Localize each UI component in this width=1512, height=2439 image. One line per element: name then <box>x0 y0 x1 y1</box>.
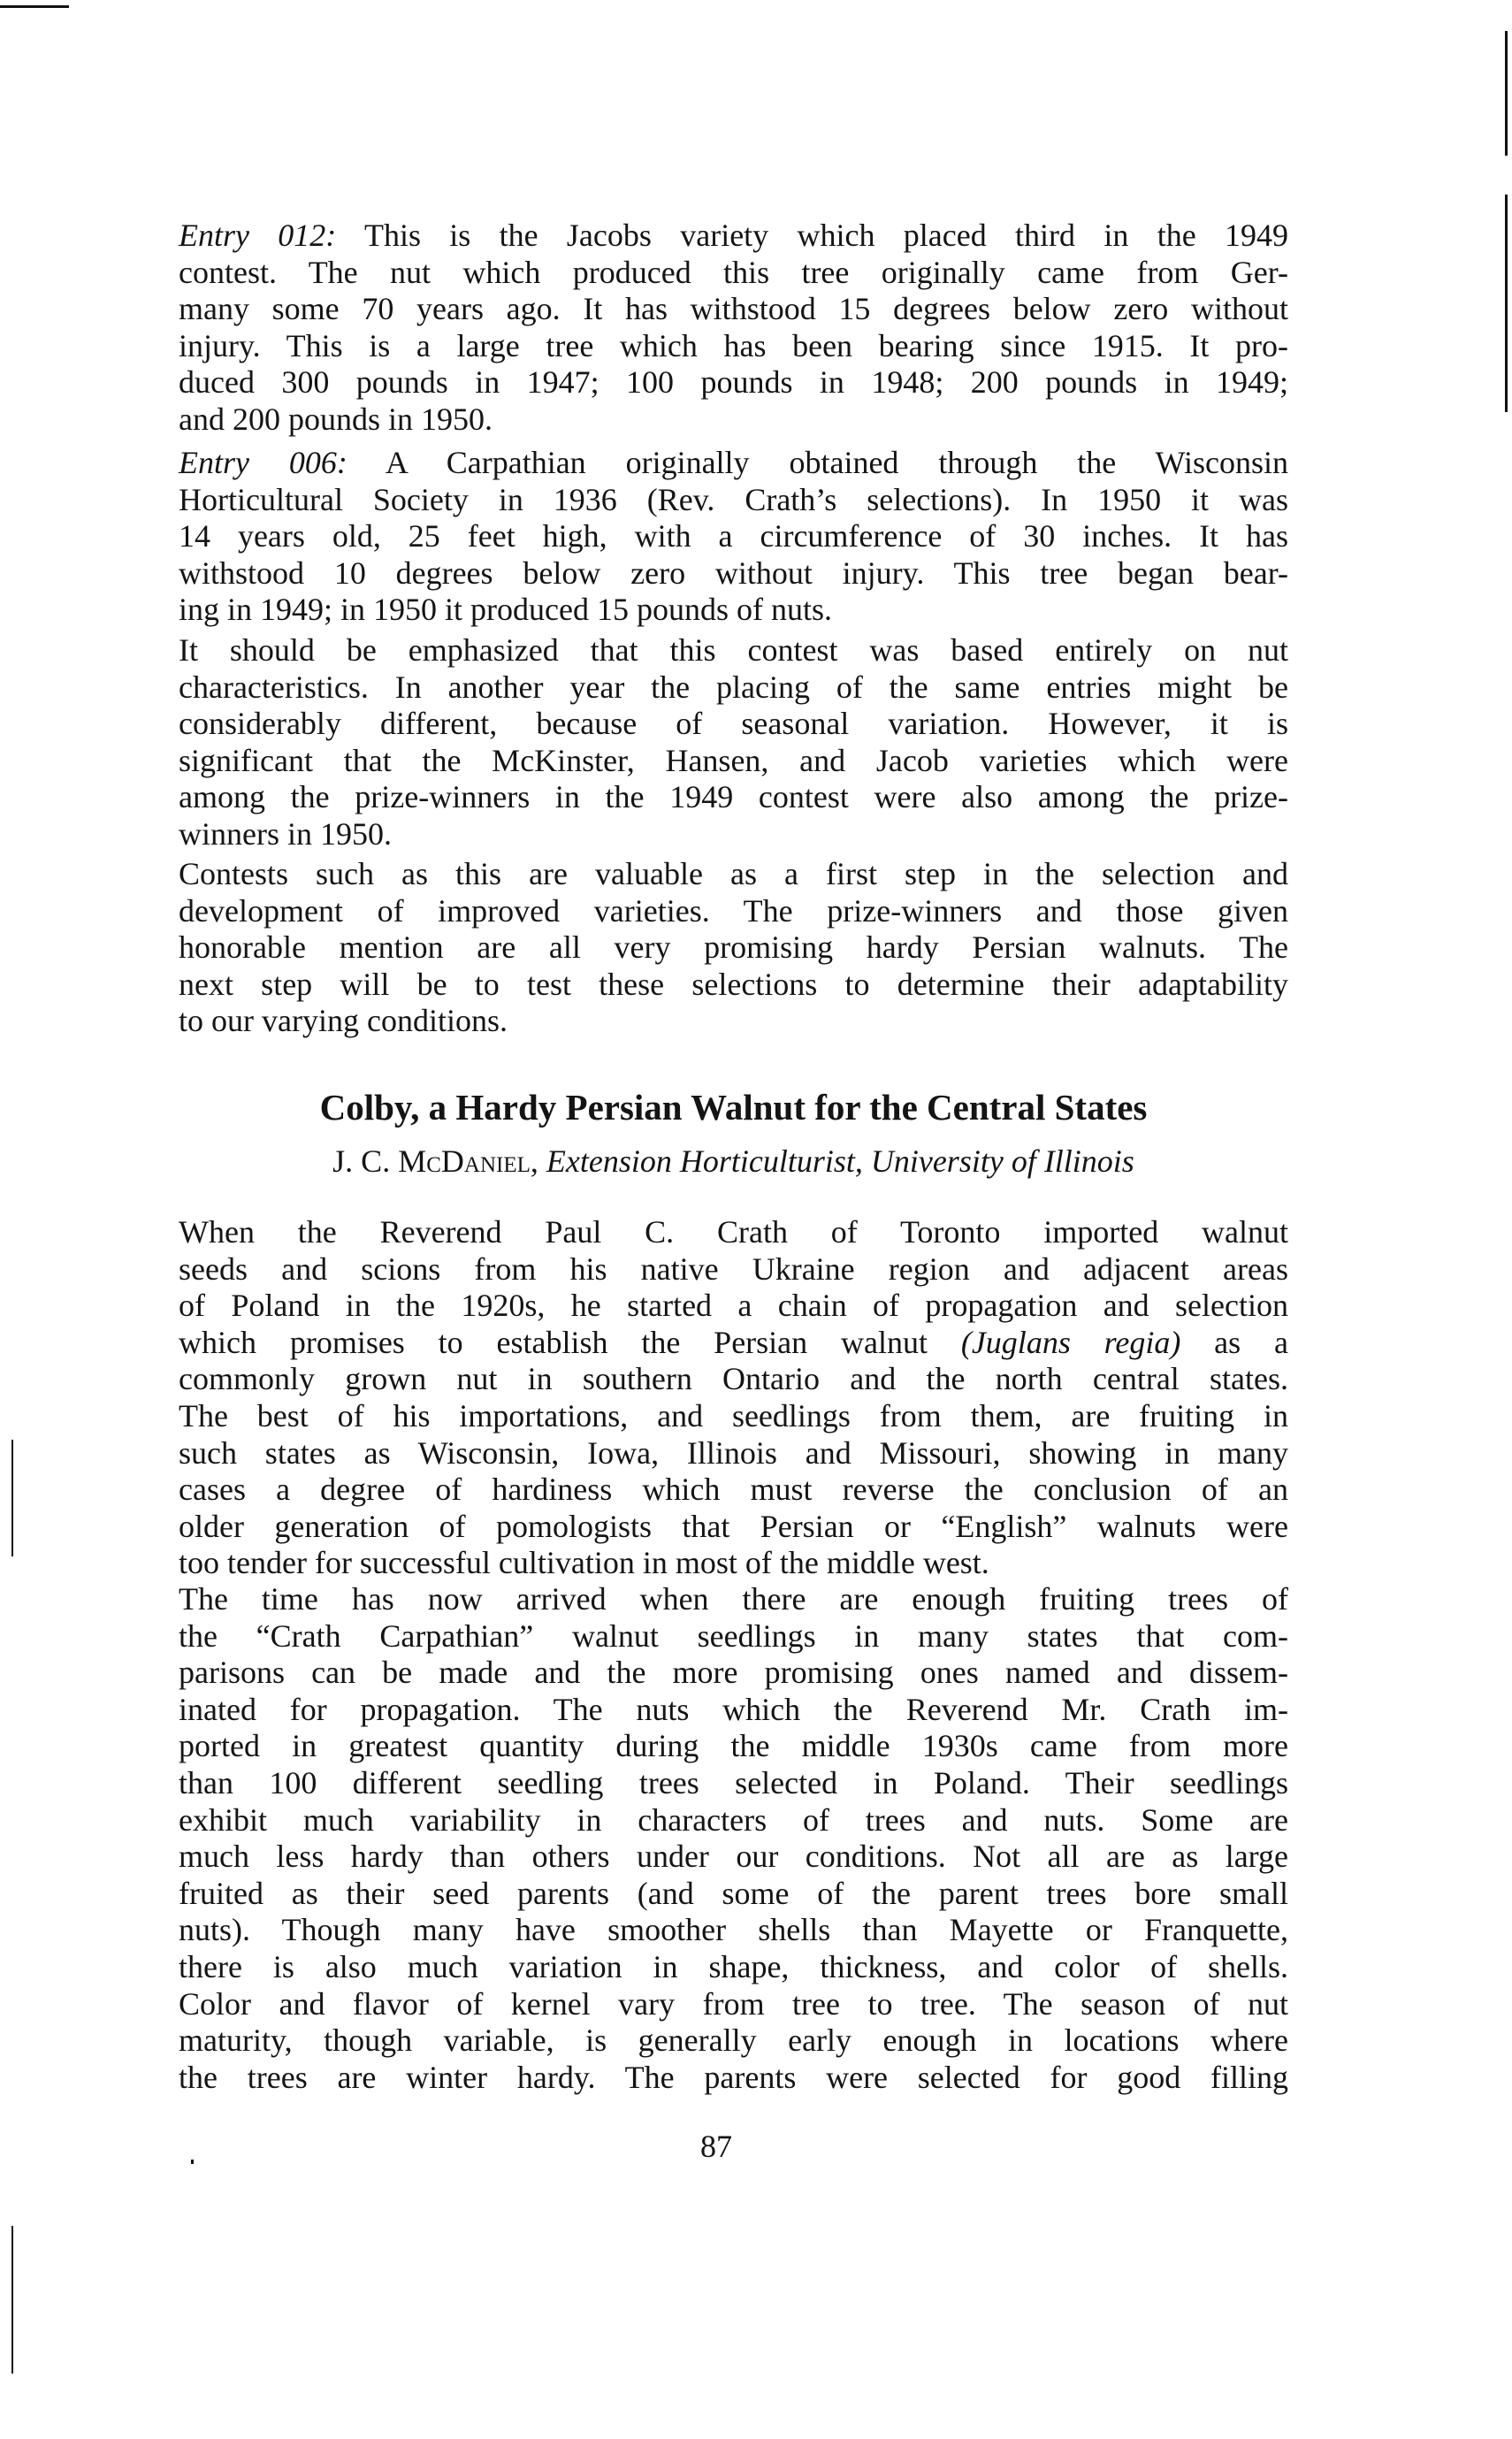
text-line <box>179 1581 1288 1618</box>
text-segment: and 200 pounds in 1950. <box>179 401 493 437</box>
text-line <box>179 291 1288 328</box>
text-line <box>179 1398 1288 1435</box>
text-segment: too tender for successful cultivation in most of the middle west. <box>179 1545 989 1581</box>
text-line <box>179 255 1288 292</box>
text-line <box>179 1361 1288 1398</box>
text-segment: ing in 1949; in 1950 it produced 15 pounds of nuts. <box>179 592 832 628</box>
text-line <box>179 2022 1288 2060</box>
text-segment: honorable mention are all very promising hardy Persian walnuts. The <box>179 929 1288 966</box>
text-segment: seeds and scions from his native Ukraine region and adjacent areas <box>179 1250 1288 1287</box>
text-line <box>179 328 1288 365</box>
italic-text: (Juglans regia) <box>960 1324 1181 1360</box>
text-segment: A Carpathian originally obtained through the Wisconsin <box>347 445 1289 480</box>
scan-edge-mark <box>11 1440 13 1556</box>
page-number: 87 <box>700 2129 732 2164</box>
text-segment: Horticultural Society in 1936 (Rev. Crath’s selections). In 1950 it was <box>179 481 1288 517</box>
text-line <box>179 929 1288 967</box>
text-segment: contest. The nut which produced this tree originally came from Ger- <box>179 254 1288 290</box>
text-line <box>179 1839 1288 1876</box>
text-line <box>179 669 1288 707</box>
article-byline <box>179 1143 1288 1180</box>
scan-edge-mark <box>1505 195 1508 412</box>
byline-separator: , <box>530 1143 546 1179</box>
text-line <box>179 1288 1288 1325</box>
text-line <box>179 893 1288 930</box>
text-line <box>179 1728 1288 1765</box>
text-line <box>179 445 1288 482</box>
text-segment: among the prize-winners in the 1949 contest were also among the prize- <box>179 779 1288 815</box>
text-line <box>179 1435 1288 1472</box>
text-segment: Contests such as this are valuable as a first step in the selection and <box>179 856 1288 891</box>
text-line <box>179 632 1288 669</box>
text-segment: parisons can be made and the more promising ones named and dissem- <box>179 1655 1288 1691</box>
text-line <box>179 1003 1288 1040</box>
text-segment: The best of his importations, and seedlings from them, are fruiting in <box>179 1397 1288 1434</box>
paragraph-crath-history <box>179 1214 1288 1582</box>
text-line <box>179 592 1288 629</box>
text-segment: This is the Jacobs variety which placed third in the 1949 <box>336 218 1288 253</box>
paragraph-contest-value <box>179 856 1288 1040</box>
text-line <box>179 1949 1288 1986</box>
text-line <box>179 1509 1288 1546</box>
text-segment: such states as Wisconsin, Iowa, Illinois and Missouri, showing in many <box>179 1434 1288 1471</box>
text-line <box>179 816 1288 853</box>
text-segment: much less hardy than others under our conditions. Not all are as large <box>179 1839 1288 1875</box>
text-segment: 14 years old, 25 feet high, with a circumference of 30 inches. It has <box>179 518 1288 554</box>
author-name: McDaniel <box>398 1143 531 1179</box>
text-segment: older generation of pomologists that Persian or “English” walnuts were <box>179 1508 1288 1544</box>
text-line <box>179 706 1288 743</box>
text-line <box>179 1655 1288 1692</box>
text-line <box>179 518 1288 555</box>
scan-edge-mark <box>0 5 69 8</box>
text-segment: exhibit much variability in characters of trees and nuts. Some are <box>179 1801 1288 1838</box>
text-segment: injury. This is a large tree which has been bearing since 1915. It pro- <box>179 327 1288 363</box>
text-segment: there is also much variation in shape, thickness, and color of shells. <box>179 1948 1288 1984</box>
text-segment: fruited as their seed parents (and some of the parent trees bore small <box>179 1875 1288 1911</box>
text-segment: When the Reverend Paul C. Crath of Toronto imported walnut <box>179 1214 1288 1250</box>
paragraph-entry-006 <box>179 445 1288 629</box>
text-segment: cases a degree of hardiness which must reverse the conclusion of an <box>179 1472 1288 1508</box>
scan-edge-mark <box>11 2226 13 2374</box>
paragraph-entry-012 <box>179 218 1288 439</box>
text-line <box>179 1912 1288 1949</box>
scan-speck <box>191 2160 194 2164</box>
italic-text: Entry 012: <box>179 218 337 253</box>
text-segment: It should be emphasized that this contest was based entirely on nut <box>179 632 1288 668</box>
text-segment: many some 70 years ago. It has withstood 15 degrees below zero without <box>179 291 1288 327</box>
text-segment: withstood 10 degrees below zero without injury. This tree began bear- <box>179 554 1288 591</box>
text-line <box>179 1325 1288 1362</box>
scan-edge-mark <box>1505 31 1508 156</box>
text-line <box>179 967 1288 1004</box>
text-segment: of Poland in the 1920s, he started a chain of propagation and selection <box>179 1288 1288 1324</box>
paragraph-contest-note <box>179 632 1288 853</box>
text-segment: development of improved varieties. The prize-winners and those given <box>179 892 1288 929</box>
text-segment: inated for propagation. The nuts which the Reverend Mr. Crath im- <box>179 1691 1288 1727</box>
text-segment: the “Crath Carpathian” walnut seedlings in many states that com- <box>179 1617 1288 1654</box>
text-line <box>179 482 1288 519</box>
text-line <box>179 1214 1288 1251</box>
text-line <box>179 1545 1288 1582</box>
text-line <box>179 856 1288 893</box>
text-segment: next step will be to test these selections to determine their adaptability <box>179 966 1288 1002</box>
text-segment: the trees are winter hardy. The parents were selected for good filling <box>179 2059 1288 2095</box>
text-line <box>179 1251 1288 1288</box>
text-segment: which promises to establish the Persian walnut <box>179 1324 961 1360</box>
text-segment: to our varying conditions. <box>179 1003 508 1039</box>
text-line <box>179 1692 1288 1729</box>
text-segment: significant that the McKinster, Hansen, and Jacob varieties which were <box>179 742 1288 778</box>
text-line <box>179 401 1288 439</box>
text-line <box>179 1618 1288 1655</box>
author-affiliation: Extension Horticulturist, University of Illinois <box>546 1143 1134 1179</box>
text-segment: characteristics. In another year the placing of the same entries might be <box>179 669 1288 705</box>
text-segment: Color and flavor of kernel vary from tree to tree. The season of nut <box>179 1985 1288 2022</box>
text-segment: nuts). Though many have smoother shells than Mayette or Franquette, <box>179 1912 1288 1948</box>
text-line <box>179 1472 1288 1509</box>
text-line <box>179 1986 1288 2023</box>
text-segment: The time has now arrived when there are enough fruiting trees of <box>179 1581 1288 1617</box>
text-segment: ported in greatest quantity during the middle 1930s came from more <box>179 1728 1288 1764</box>
text-line <box>179 218 1288 255</box>
text-line <box>179 364 1288 401</box>
italic-text: Entry 006: <box>179 445 347 480</box>
text-segment: winners in 1950. <box>179 815 392 852</box>
text-line <box>179 779 1288 816</box>
text-segment: maturity, though variable, is generally early enough in locations where <box>179 2022 1288 2059</box>
text-line <box>179 1765 1288 1802</box>
text-line <box>179 1876 1288 1913</box>
paragraph-crath-seedlings <box>179 1581 1288 2096</box>
text-line <box>179 743 1288 780</box>
text-segment: duced 300 pounds in 1947; 100 pounds in 1948; 200 pounds in 1949; <box>179 364 1288 401</box>
text-line <box>179 555 1288 593</box>
text-segment: as a <box>1180 1324 1288 1360</box>
text-segment: considerably different, because of seasonal variation. However, it is <box>179 706 1288 742</box>
text-line <box>179 2060 1288 2097</box>
text-line <box>179 1802 1288 1839</box>
text-segment: than 100 different seedling trees selected in Poland. Their seedlings <box>179 1764 1288 1801</box>
author-initials: J. C. <box>332 1143 399 1179</box>
article-title: Colby, a Hardy Persian Walnut for the Central States <box>319 1087 1148 1128</box>
text-segment: commonly grown nut in southern Ontario and the north central states. <box>179 1361 1288 1397</box>
